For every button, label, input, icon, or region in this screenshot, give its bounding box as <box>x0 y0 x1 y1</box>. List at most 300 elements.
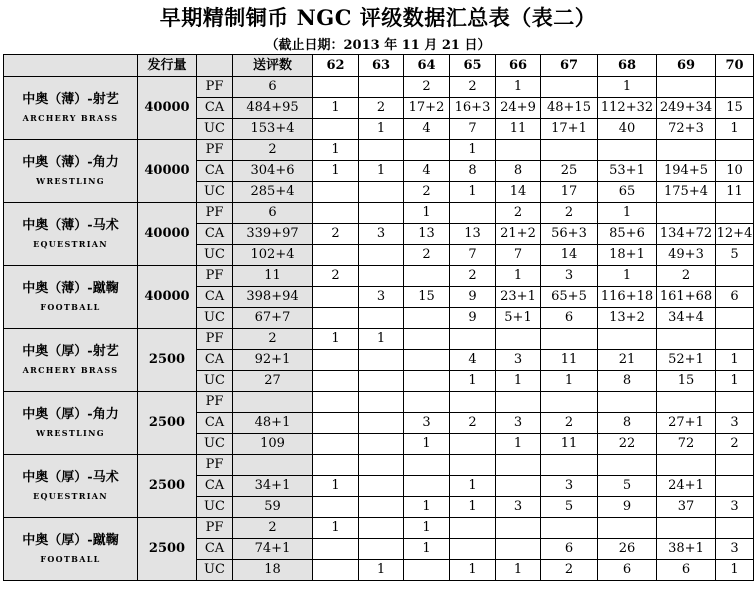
grade-count-cell: 16+3 <box>450 98 496 119</box>
grade-count-cell: 8 <box>598 371 657 392</box>
grade-count-cell <box>657 455 716 476</box>
grade-count-cell: 26 <box>598 539 657 560</box>
grade-count-cell: 3 <box>496 350 541 371</box>
grade-count-cell <box>450 392 496 413</box>
grade-count-cell <box>716 329 754 350</box>
grade-count-cell: 1 <box>359 161 404 182</box>
grade-count-cell: 3 <box>716 539 754 560</box>
coin-name-cn: 中奥（厚）-蹴鞠 <box>22 533 119 548</box>
grade-count-cell <box>313 539 359 560</box>
grade-count-cell: 2 <box>313 224 359 245</box>
grade-count-cell: 53+1 <box>598 161 657 182</box>
grade-count-cell: 1 <box>359 119 404 140</box>
grade-count-cell: 1 <box>716 560 754 581</box>
issue-quantity: 40000 <box>138 203 197 266</box>
submitted-count <box>233 455 313 476</box>
grade-count-cell <box>716 308 754 329</box>
grade-type: CA <box>197 161 233 182</box>
grade-type: UC <box>197 182 233 203</box>
grade-count-cell: 2 <box>450 413 496 434</box>
submitted-count: 2 <box>233 518 313 539</box>
grade-count-cell <box>450 455 496 476</box>
grade-count-cell <box>313 287 359 308</box>
grade-count-cell: 21 <box>598 350 657 371</box>
grade-count-cell <box>404 350 450 371</box>
grade-count-cell <box>404 455 450 476</box>
grade-count-cell: 7 <box>496 245 541 266</box>
grade-count-cell <box>541 329 598 350</box>
grade-count-cell <box>496 539 541 560</box>
grade-type: PF <box>197 518 233 539</box>
grade-count-cell: 23+1 <box>496 287 541 308</box>
grade-count-cell <box>404 140 450 161</box>
grade-count-cell: 1 <box>496 266 541 287</box>
grade-count-cell <box>541 455 598 476</box>
grade-count-cell: 1 <box>359 329 404 350</box>
table-row <box>4 203 754 224</box>
submitted-count: 11 <box>233 266 313 287</box>
grade-count-cell: 1 <box>450 560 496 581</box>
coin-name-en: WRESTLING <box>36 428 105 438</box>
grade-type: UC <box>197 497 233 518</box>
grade-count-cell: 5+1 <box>496 308 541 329</box>
grade-type: CA <box>197 98 233 119</box>
grade-count-cell <box>541 392 598 413</box>
grade-count-cell: 25 <box>541 161 598 182</box>
grade-count-cell <box>657 518 716 539</box>
grade-count-cell <box>313 77 359 98</box>
grade-count-cell: 3 <box>496 413 541 434</box>
grade-count-cell: 22 <box>598 434 657 455</box>
grade-count-cell: 2 <box>541 560 598 581</box>
grade-count-cell: 3 <box>541 266 598 287</box>
grade-count-cell: 48+15 <box>541 98 598 119</box>
grade-count-cell: 1 <box>716 350 754 371</box>
grade-count-cell <box>450 434 496 455</box>
coin-name-cn: 中奥（厚）-马术 <box>22 470 119 485</box>
grade-type: CA <box>197 476 233 497</box>
grade-count-cell: 1 <box>404 518 450 539</box>
grade-count-cell <box>657 329 716 350</box>
grade-count-cell: 1 <box>450 140 496 161</box>
grade-count-cell: 8 <box>450 161 496 182</box>
grade-count-cell <box>313 497 359 518</box>
submitted-count: 285+4 <box>233 182 313 203</box>
grade-count-cell: 3 <box>404 413 450 434</box>
coin-name-cell <box>4 77 138 140</box>
grade-count-cell <box>657 203 716 224</box>
grade-count-cell: 14 <box>541 245 598 266</box>
grade-count-cell <box>313 455 359 476</box>
header-grade: 68 <box>598 55 657 77</box>
grade-type: PF <box>197 203 233 224</box>
grade-count-cell: 249+34 <box>657 98 716 119</box>
grade-count-cell <box>404 266 450 287</box>
grade-count-cell <box>359 518 404 539</box>
grade-count-cell <box>404 392 450 413</box>
grade-type: UC <box>197 434 233 455</box>
issue-quantity: 40000 <box>138 266 197 329</box>
grade-count-cell <box>716 476 754 497</box>
grade-count-cell: 2 <box>359 98 404 119</box>
coin-name-cell <box>4 140 138 203</box>
submitted-count: 102+4 <box>233 245 313 266</box>
grade-count-cell <box>496 455 541 476</box>
table-row <box>4 329 754 350</box>
grade-count-cell: 11 <box>541 434 598 455</box>
grade-count-cell: 10 <box>716 161 754 182</box>
grade-count-cell <box>657 392 716 413</box>
grade-count-cell: 14 <box>496 182 541 203</box>
grade-type: PF <box>197 77 233 98</box>
grade-count-cell: 8 <box>496 161 541 182</box>
submitted-count: 153+4 <box>233 119 313 140</box>
coin-name-en: ARCHERY BRASS <box>22 113 119 123</box>
grade-count-cell <box>313 119 359 140</box>
grade-type: CA <box>197 224 233 245</box>
grade-count-cell: 34+4 <box>657 308 716 329</box>
table-row <box>4 392 754 413</box>
coin-name-cn: 中奥（薄）-角力 <box>22 155 119 170</box>
grade-type: UC <box>197 371 233 392</box>
submitted-count: 2 <box>233 329 313 350</box>
grade-count-cell: 13 <box>450 224 496 245</box>
grade-count-cell <box>404 308 450 329</box>
grade-count-cell: 1 <box>359 560 404 581</box>
submitted-count: 2 <box>233 140 313 161</box>
table-row <box>4 140 754 161</box>
grade-count-cell: 112+32 <box>598 98 657 119</box>
grade-count-cell <box>313 203 359 224</box>
grade-count-cell: 1 <box>404 497 450 518</box>
grade-count-cell: 2 <box>404 245 450 266</box>
grade-count-cell <box>598 518 657 539</box>
grade-count-cell: 40 <box>598 119 657 140</box>
grade-count-cell: 6 <box>657 560 716 581</box>
coin-name-cell <box>4 518 138 581</box>
grade-count-cell <box>716 77 754 98</box>
grade-count-cell: 4 <box>404 119 450 140</box>
issue-quantity: 2500 <box>138 455 197 518</box>
grade-count-cell: 11 <box>541 350 598 371</box>
grade-count-cell: 6 <box>541 308 598 329</box>
coin-name-en: EQUESTRIAN <box>33 239 108 249</box>
header-grade: 69 <box>657 55 716 77</box>
coin-name-cn: 中奥（厚）-射艺 <box>22 344 119 359</box>
grade-count-cell: 3 <box>716 413 754 434</box>
grade-count-cell <box>496 518 541 539</box>
grade-count-cell <box>359 140 404 161</box>
grade-count-cell: 2 <box>657 266 716 287</box>
grade-count-cell: 4 <box>404 161 450 182</box>
submitted-count: 27 <box>233 371 313 392</box>
header-grade: 63 <box>359 55 404 77</box>
submitted-count: 109 <box>233 434 313 455</box>
header-blank-cell <box>197 55 233 77</box>
grade-count-cell: 4 <box>450 350 496 371</box>
grade-count-cell: 56+3 <box>541 224 598 245</box>
grade-count-cell <box>716 518 754 539</box>
grade-count-cell: 1 <box>313 518 359 539</box>
grade-count-cell: 1 <box>496 77 541 98</box>
grade-count-cell <box>359 392 404 413</box>
grade-count-cell <box>450 539 496 560</box>
grade-count-cell: 161+68 <box>657 287 716 308</box>
grade-count-cell: 15 <box>716 98 754 119</box>
grade-count-cell: 2 <box>313 266 359 287</box>
grade-count-cell: 2 <box>404 182 450 203</box>
submitted-count <box>233 392 313 413</box>
grade-count-cell: 1 <box>716 371 754 392</box>
grade-count-cell: 9 <box>450 287 496 308</box>
grade-count-cell: 1 <box>716 119 754 140</box>
coin-name-cn: 中奥（薄）-马术 <box>22 218 119 233</box>
grade-count-cell <box>313 245 359 266</box>
grade-count-cell: 3 <box>359 287 404 308</box>
table-row <box>4 518 754 539</box>
grade-type: CA <box>197 413 233 434</box>
grade-count-cell <box>313 413 359 434</box>
grade-count-cell <box>404 371 450 392</box>
submitted-count: 304+6 <box>233 161 313 182</box>
header-grade: 64 <box>404 55 450 77</box>
grade-count-cell: 6 <box>598 560 657 581</box>
grade-count-cell: 52+1 <box>657 350 716 371</box>
grade-count-cell <box>541 518 598 539</box>
grade-count-cell: 1 <box>450 497 496 518</box>
grade-count-cell: 8 <box>598 413 657 434</box>
grade-type: PF <box>197 455 233 476</box>
grade-count-cell: 11 <box>496 119 541 140</box>
submitted-count: 6 <box>233 77 313 98</box>
grade-count-cell: 1 <box>450 371 496 392</box>
grading-data-table <box>3 54 754 581</box>
grade-count-cell: 2 <box>450 77 496 98</box>
grade-count-cell: 49+3 <box>657 245 716 266</box>
grade-type: UC <box>197 308 233 329</box>
issue-quantity: 40000 <box>138 77 197 140</box>
grade-count-cell: 3 <box>496 497 541 518</box>
grade-count-cell <box>450 203 496 224</box>
grade-count-cell: 3 <box>359 224 404 245</box>
grade-count-cell <box>359 266 404 287</box>
grade-count-cell <box>657 77 716 98</box>
grade-type: PF <box>197 329 233 350</box>
coin-name-cn: 中奥（厚）-角力 <box>22 407 119 422</box>
grade-count-cell: 1 <box>496 560 541 581</box>
issue-quantity: 2500 <box>138 518 197 581</box>
grade-count-cell: 1 <box>541 371 598 392</box>
grade-count-cell <box>359 539 404 560</box>
grade-count-cell: 3 <box>541 476 598 497</box>
grade-count-cell: 116+18 <box>598 287 657 308</box>
grade-count-cell <box>716 392 754 413</box>
coin-name-cell <box>4 203 138 266</box>
grade-count-cell: 1 <box>598 77 657 98</box>
grade-count-cell: 2 <box>450 266 496 287</box>
submitted-count: 484+95 <box>233 98 313 119</box>
grade-type: UC <box>197 560 233 581</box>
grade-type: PF <box>197 140 233 161</box>
table-row <box>4 266 754 287</box>
grade-count-cell: 1 <box>313 161 359 182</box>
grade-type: UC <box>197 119 233 140</box>
grade-count-cell <box>598 329 657 350</box>
grade-count-cell: 6 <box>541 539 598 560</box>
grade-count-cell: 72 <box>657 434 716 455</box>
grade-count-cell: 21+2 <box>496 224 541 245</box>
grade-count-cell <box>313 371 359 392</box>
grade-count-cell: 17+1 <box>541 119 598 140</box>
grade-count-cell <box>404 560 450 581</box>
header-row <box>4 55 754 77</box>
grade-count-cell <box>716 266 754 287</box>
grade-count-cell <box>496 329 541 350</box>
grade-count-cell: 3 <box>716 497 754 518</box>
grade-count-cell: 18+1 <box>598 245 657 266</box>
grade-count-cell <box>359 434 404 455</box>
grade-count-cell: 1 <box>598 203 657 224</box>
grade-count-cell <box>313 434 359 455</box>
submitted-count: 92+1 <box>233 350 313 371</box>
submitted-count: 398+94 <box>233 287 313 308</box>
grade-count-cell: 11 <box>716 182 754 203</box>
grade-count-cell: 1 <box>404 203 450 224</box>
grade-count-cell <box>496 140 541 161</box>
grade-count-cell <box>359 455 404 476</box>
cutoff-date: （截止日期：2013 年 11 月 21 日） <box>265 38 491 53</box>
grade-count-cell: 13 <box>404 224 450 245</box>
submitted-count: 67+7 <box>233 308 313 329</box>
grade-count-cell: 1 <box>313 329 359 350</box>
grade-count-cell <box>496 392 541 413</box>
grade-count-cell <box>716 203 754 224</box>
grade-type: UC <box>197 245 233 266</box>
grade-count-cell: 65 <box>598 182 657 203</box>
grade-count-cell: 17 <box>541 182 598 203</box>
grade-count-cell: 7 <box>450 245 496 266</box>
grade-count-cell <box>404 476 450 497</box>
submitted-count: 48+1 <box>233 413 313 434</box>
grade-count-cell: 5 <box>541 497 598 518</box>
grade-count-cell <box>716 140 754 161</box>
submitted-count: 59 <box>233 497 313 518</box>
grade-count-cell <box>716 455 754 476</box>
grade-count-cell <box>359 413 404 434</box>
grade-count-cell: 24+9 <box>496 98 541 119</box>
coin-name-cn: 中奥（薄）-蹴鞠 <box>22 281 119 296</box>
header-grade: 66 <box>496 55 541 77</box>
coin-name-cn: 中奥（薄）-射艺 <box>22 92 119 107</box>
grade-count-cell: 1 <box>404 539 450 560</box>
grade-count-cell: 1 <box>313 140 359 161</box>
submitted-count: 34+1 <box>233 476 313 497</box>
submitted-count: 339+97 <box>233 224 313 245</box>
grade-count-cell: 15 <box>404 287 450 308</box>
grade-count-cell <box>313 350 359 371</box>
grade-count-cell <box>359 308 404 329</box>
grade-count-cell: 17+2 <box>404 98 450 119</box>
header-blank-cell <box>4 55 138 77</box>
grade-count-cell: 7 <box>450 119 496 140</box>
grade-count-cell: 65+5 <box>541 287 598 308</box>
header-submitted: 送评数 <box>233 55 313 77</box>
grade-count-cell: 1 <box>496 371 541 392</box>
grade-count-cell <box>359 476 404 497</box>
grade-count-cell <box>359 497 404 518</box>
grade-count-cell <box>313 392 359 413</box>
grade-count-cell: 15 <box>657 371 716 392</box>
coin-name-cell <box>4 392 138 455</box>
grade-count-cell: 1 <box>313 476 359 497</box>
grade-count-cell: 5 <box>716 245 754 266</box>
grade-count-cell <box>657 140 716 161</box>
submitted-count: 74+1 <box>233 539 313 560</box>
grade-count-cell: 134+72 <box>657 224 716 245</box>
grade-count-cell <box>598 140 657 161</box>
header-grade: 70 <box>716 55 754 77</box>
submitted-count: 6 <box>233 203 313 224</box>
grade-count-cell: 1 <box>313 98 359 119</box>
coin-name-en: FOOTBALL <box>40 302 101 312</box>
grade-count-cell <box>359 203 404 224</box>
grade-count-cell: 85+6 <box>598 224 657 245</box>
grade-count-cell: 13+2 <box>598 308 657 329</box>
grade-count-cell: 5 <box>598 476 657 497</box>
grade-type: CA <box>197 350 233 371</box>
table-title: 早期精制铜币 NGC 评级数据汇总表（表二） <box>159 5 597 30</box>
grade-count-cell: 2 <box>496 203 541 224</box>
grade-count-cell: 1 <box>404 434 450 455</box>
issue-quantity: 2500 <box>138 329 197 392</box>
grade-count-cell: 1 <box>598 266 657 287</box>
grade-count-cell: 1 <box>450 476 496 497</box>
grade-count-cell <box>598 392 657 413</box>
grade-count-cell: 24+1 <box>657 476 716 497</box>
header-grade: 67 <box>541 55 598 77</box>
issue-quantity: 40000 <box>138 140 197 203</box>
grade-count-cell: 2 <box>716 434 754 455</box>
issue-quantity: 2500 <box>138 392 197 455</box>
table-row <box>4 455 754 476</box>
grade-count-cell <box>404 329 450 350</box>
coin-name-cell <box>4 329 138 392</box>
grade-count-cell <box>359 245 404 266</box>
grade-count-cell: 2 <box>541 203 598 224</box>
grade-count-cell <box>541 77 598 98</box>
header-grade: 62 <box>313 55 359 77</box>
grade-count-cell <box>313 182 359 203</box>
grade-count-cell: 72+3 <box>657 119 716 140</box>
header-issue: 发行量 <box>138 55 197 77</box>
grade-type: PF <box>197 392 233 413</box>
submitted-count: 18 <box>233 560 313 581</box>
grade-count-cell <box>450 518 496 539</box>
grade-type: CA <box>197 539 233 560</box>
grade-count-cell <box>496 476 541 497</box>
grade-count-cell: 6 <box>716 287 754 308</box>
grade-type: CA <box>197 287 233 308</box>
grade-count-cell <box>359 350 404 371</box>
grade-count-cell: 9 <box>450 308 496 329</box>
grade-count-cell <box>450 329 496 350</box>
grade-count-cell: 37 <box>657 497 716 518</box>
grade-count-cell: 194+5 <box>657 161 716 182</box>
grade-count-cell: 9 <box>598 497 657 518</box>
header-grade: 65 <box>450 55 496 77</box>
grade-count-cell <box>359 371 404 392</box>
grade-count-cell <box>313 308 359 329</box>
